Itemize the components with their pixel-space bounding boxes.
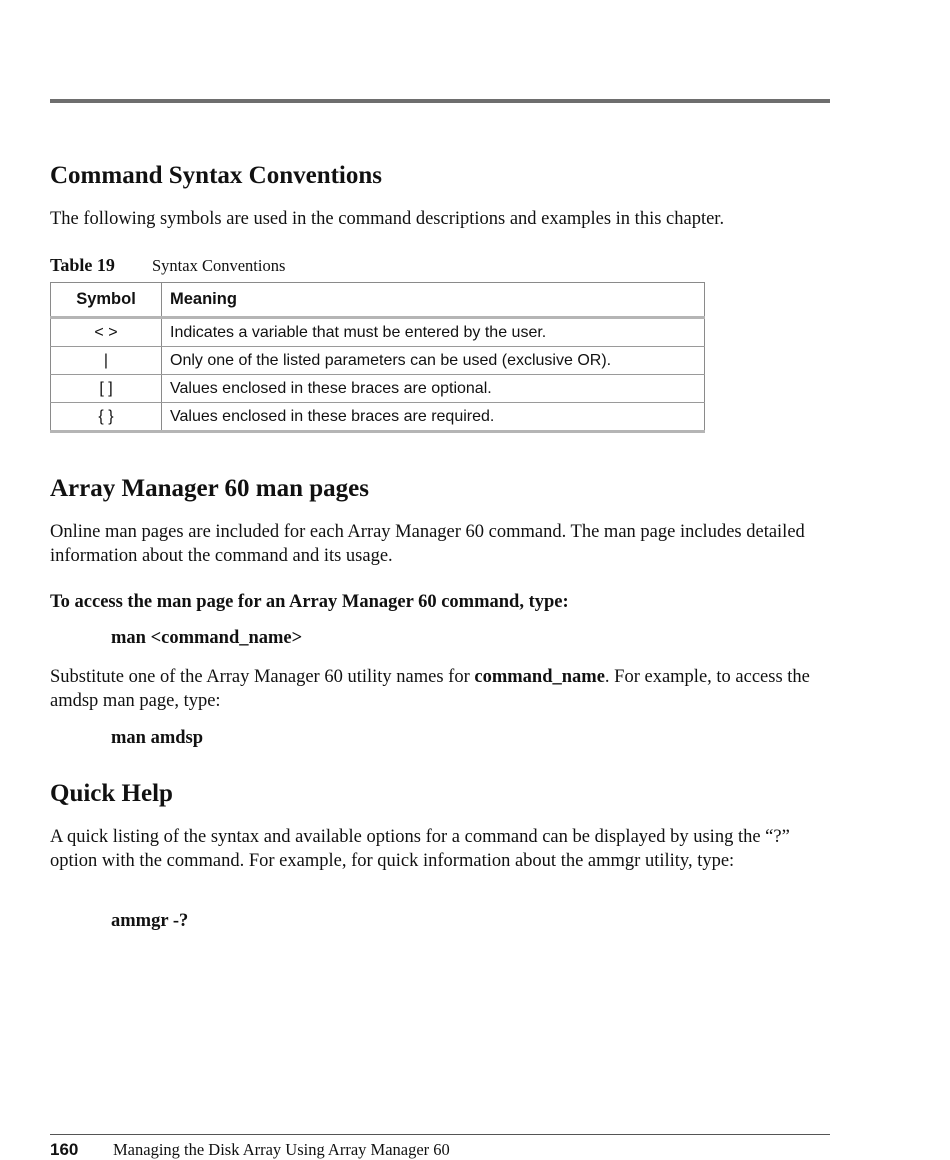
page-footer bbox=[50, 1140, 830, 1160]
access-man-page-instruction: To access the man page for an Array Manager 60 command, type: bbox=[50, 592, 569, 612]
syntax-intro-paragraph: The following symbols are used in the command descriptions and examples in this chapter. bbox=[50, 209, 725, 229]
syntax-conventions-table bbox=[50, 282, 705, 433]
cell-symbol: < > bbox=[51, 318, 162, 347]
table-row bbox=[51, 347, 705, 375]
command-ammgr-help: ammgr -? bbox=[111, 911, 189, 931]
table-number: Table 19 bbox=[50, 255, 115, 275]
heading-command-syntax-conventions: Command Syntax Conventions bbox=[50, 162, 383, 189]
table-header-row bbox=[51, 283, 705, 318]
command-man-amdsp: man amdsp bbox=[111, 728, 204, 748]
header-rule bbox=[50, 99, 830, 103]
cell-symbol: [ ] bbox=[51, 375, 162, 403]
footer-rule bbox=[50, 1134, 830, 1135]
cell-meaning: Values enclosed in these braces are optional. bbox=[162, 375, 705, 403]
cell-symbol: | bbox=[51, 347, 162, 375]
cell-meaning: Values enclosed in these braces are required. bbox=[162, 403, 705, 432]
page-number: 160 bbox=[50, 1140, 79, 1159]
table-row bbox=[51, 318, 705, 347]
substitute-text-bold: command_name bbox=[474, 667, 605, 687]
cell-meaning: Indicates a variable that must be entered by the user. bbox=[162, 318, 705, 347]
table-caption bbox=[50, 255, 285, 276]
table-row bbox=[51, 403, 705, 432]
man-pages-paragraph: Online man pages are included for each Array Manager 60 command. The man page includes detailed information about the command and its usage. bbox=[50, 522, 805, 566]
substitute-paragraph bbox=[50, 665, 830, 713]
heading-quick-help: Quick Help bbox=[50, 780, 173, 807]
cell-symbol: { } bbox=[51, 403, 162, 432]
substitute-text-before: Substitute one of the Array Manager 60 utility names for bbox=[50, 667, 475, 687]
cell-meaning: Only one of the listed parameters can be used (exclusive OR). bbox=[162, 347, 705, 375]
table-row bbox=[51, 375, 705, 403]
column-header-meaning: Meaning bbox=[162, 283, 705, 318]
quick-help-paragraph: A quick listing of the syntax and available options for a command can be displayed by using the “?” option with the command. For example, for quick information about the ammgr utility, type: bbox=[50, 827, 790, 871]
command-man-command-name: man <command_name> bbox=[111, 628, 303, 648]
running-title: Managing the Disk Array Using Array Manager 60 bbox=[113, 1140, 450, 1159]
heading-array-manager-man-pages: Array Manager 60 man pages bbox=[50, 475, 369, 502]
table-title: Syntax Conventions bbox=[152, 256, 286, 275]
column-header-symbol: Symbol bbox=[51, 283, 162, 318]
substitute-text-after: . For example, to access the amdsp man page, type: bbox=[50, 667, 810, 711]
